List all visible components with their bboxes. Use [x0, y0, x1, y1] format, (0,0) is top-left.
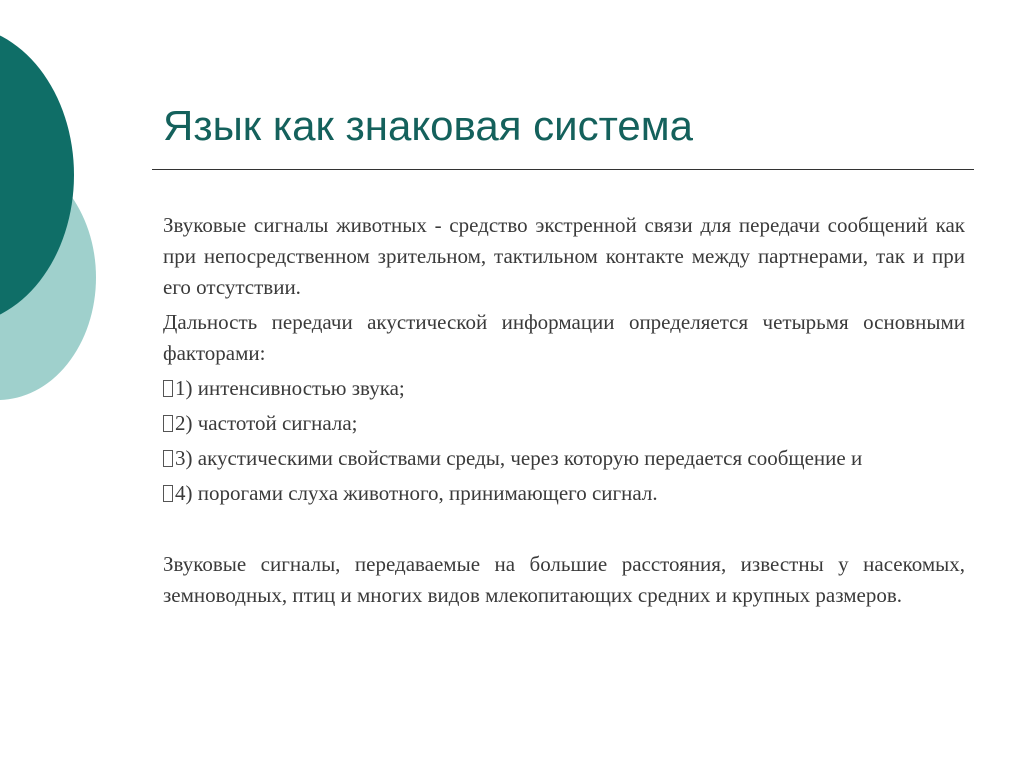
factor-item: [163, 373, 965, 404]
square-bullet-icon: [163, 450, 173, 467]
factor-text: 2) частотой сигнала;: [175, 411, 358, 435]
slide-body: [163, 210, 965, 615]
factor-item: [163, 478, 965, 509]
paragraph-sound-signals: Звуковые сигналы животных - средство экстренной связи для передачи сообщений как при непосредственном зрительном, тактильном контакте между партнерами, так и при его отсутствии.: [163, 213, 965, 299]
factor-text: 4) порогами слуха животного, принимающего сигнал.: [175, 481, 658, 505]
slide-title: Язык как знаковая система: [163, 102, 693, 149]
factor-item: [163, 443, 965, 474]
square-bullet-icon: [163, 380, 173, 397]
factor-text: 1) интенсивностью звука;: [175, 376, 405, 400]
factor-text: 3) акустическими свойствами среды, через которую передается сообщение и: [175, 446, 863, 470]
paragraph-closing: Звуковые сигналы, передаваемые на большие расстояния, известны у насекомых, земноводных, птиц и многих видов млекопитающих средних и крупных размеров.: [163, 552, 965, 607]
square-bullet-icon: [163, 485, 173, 502]
factor-item: [163, 408, 965, 439]
square-bullet-icon: [163, 415, 173, 432]
paragraph-transmission-range: Дальность передачи акустической информации определяется четырьмя основными факторами:: [163, 310, 965, 365]
title-divider: [152, 169, 974, 170]
